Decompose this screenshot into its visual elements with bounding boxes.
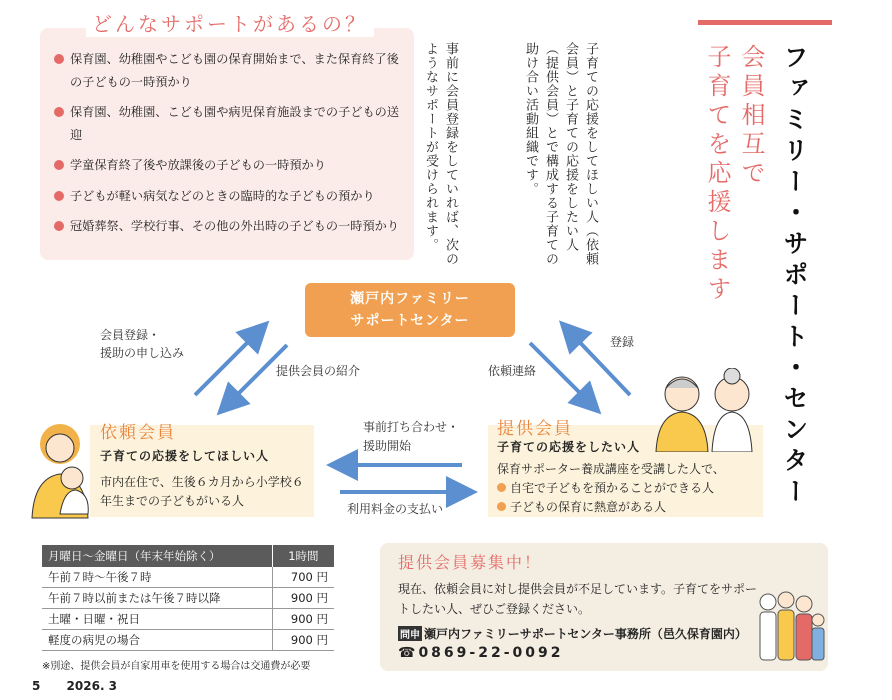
elderly-couple-illustration bbox=[652, 368, 764, 452]
center-line-2: サポートセンター bbox=[350, 313, 470, 329]
center-box bbox=[305, 283, 515, 337]
fee-note: ※別途、提供会員が自家用車を使用する場合は交通費が必要 bbox=[42, 661, 311, 672]
recruit-org bbox=[398, 625, 747, 642]
intro-paragraph-1: 子育ての応援をしてほしい人（依頼会員）と子育ての応援をしたい人（提供会員）とで構成する子育ての助け合い活動組織です。 bbox=[523, 42, 598, 266]
provider-title: 提供会員 bbox=[497, 419, 573, 439]
row-label: 午前７時～午後７時 bbox=[42, 567, 272, 588]
provider-point bbox=[497, 498, 759, 517]
flow-label: 会員登録・ bbox=[100, 328, 161, 342]
arrow-down-right-1 bbox=[530, 343, 590, 403]
table-row bbox=[42, 588, 334, 609]
recruit-phone: ☎0869-22-0092 bbox=[398, 645, 564, 661]
table-row bbox=[42, 609, 334, 630]
fee-table bbox=[42, 545, 334, 651]
flow-introduce: 提供会員の紹介 bbox=[276, 364, 361, 378]
table-header-row bbox=[42, 545, 334, 567]
provider-point-text: 子どもの保育に熱意がある人 bbox=[510, 500, 667, 514]
row-price: 900 円 bbox=[272, 588, 334, 609]
flow-register: 登録 bbox=[610, 335, 635, 349]
row-price: 900 円 bbox=[272, 630, 334, 651]
support-title: どんなサポートがあるの？ bbox=[86, 8, 374, 37]
center-line-1: 瀬戸内ファミリー bbox=[350, 291, 470, 307]
row-price: 900 円 bbox=[272, 609, 334, 630]
provider-subtitle: 子育ての応援をしたい人 bbox=[497, 440, 641, 454]
page-number: 5 bbox=[32, 679, 41, 693]
row-price: 700 円 bbox=[272, 567, 334, 588]
provider-point bbox=[497, 479, 759, 498]
issue-date: 2026. 3 bbox=[66, 679, 118, 693]
bullet-icon bbox=[497, 483, 506, 492]
subtitle-line-2: 子育てを応援します bbox=[703, 44, 731, 305]
table-row bbox=[42, 567, 334, 588]
intro-paragraph-2: 事前に会員登録をしていれば、次のようなサポートが受けられます。 bbox=[423, 42, 458, 266]
flow-register-apply bbox=[100, 326, 184, 362]
list-item: 保育園、幼稚園、こども園や病児保育施設までの子どもの送迎 bbox=[54, 101, 406, 146]
row-label: 土曜・日曜・祝日 bbox=[42, 609, 272, 630]
provider-point-text: 自宅で子どもを預かることができる人 bbox=[510, 481, 715, 495]
bullet-icon bbox=[497, 502, 506, 511]
footer bbox=[32, 679, 117, 693]
flow-request-contact: 依頼連絡 bbox=[488, 364, 537, 378]
flow-payment: 利用料金の支払い bbox=[347, 502, 444, 516]
requester-subtitle: 子育ての応援をしてほしい人 bbox=[100, 449, 270, 463]
flow-label: 援助開始 bbox=[363, 439, 412, 453]
header-price: 1時間 bbox=[272, 545, 334, 567]
header-day: 月曜日～金曜日（年末年始除く） bbox=[42, 545, 272, 567]
page-title: ファミリー・サポート・センター bbox=[780, 44, 809, 509]
recruit-title: 提供会員募集中！ bbox=[398, 553, 543, 572]
recruit-org-name: 瀬戸内ファミリーサポートセンター事務所（邑久保育園内） bbox=[424, 627, 747, 641]
provider-desc-line: 保育サポーター養成講座を受講した人で、 bbox=[497, 462, 725, 476]
requester-desc: 市内在住で、生後６カ月から小学校６年生までの子どもがいる人 bbox=[100, 475, 304, 508]
flow-label: 事前打ち合わせ・ bbox=[363, 420, 460, 434]
subtitle-line-1: 会員相互で bbox=[737, 44, 765, 189]
recruit-text: 現在、依頼会員に対し提供会員が不足しています。子育てをサポートしたい人、ぜひご登録ください。 bbox=[398, 582, 758, 616]
family-illustration bbox=[754, 590, 826, 668]
list-item: 学童保育終了後や放課後の子どもの一時預かり bbox=[54, 154, 406, 177]
list-item: 冠婚葬祭、学校行事、その他の外出時の子どもの一時預かり bbox=[54, 215, 406, 238]
contact-tag: 問申 bbox=[398, 626, 422, 641]
list-item: 子どもが軽い病気などのときの臨時的な子どもの預かり bbox=[54, 185, 406, 208]
provider-desc bbox=[497, 460, 759, 517]
row-label: 午前７時以前または午後７時以降 bbox=[42, 588, 272, 609]
mother-child-illustration bbox=[20, 418, 100, 522]
list-item: 保育園、幼稚園やこども園の保育開始まで、また保育終了後の子どもの一時預かり bbox=[54, 48, 406, 93]
row-label: 軽度の病児の場合 bbox=[42, 630, 272, 651]
flow-meeting bbox=[363, 418, 459, 456]
flow-label: 援助の申し込み bbox=[100, 346, 185, 360]
table-row bbox=[42, 630, 334, 651]
requester-title: 依頼会員 bbox=[100, 423, 176, 443]
